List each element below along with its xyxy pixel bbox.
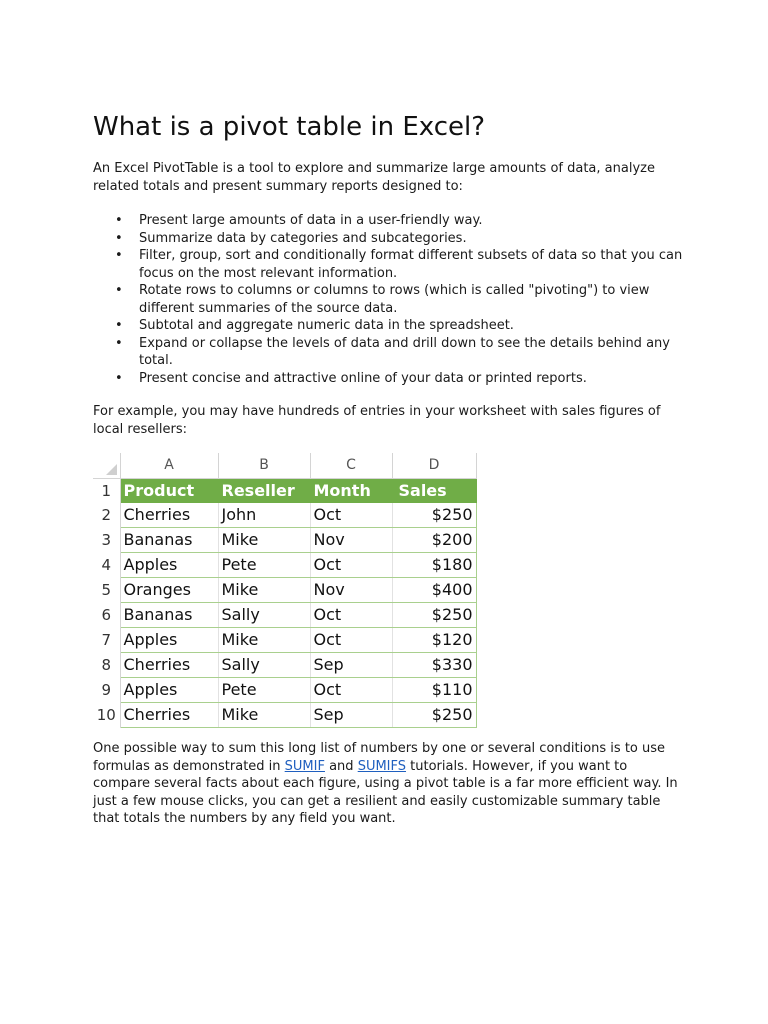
row-number: 6 xyxy=(93,602,120,627)
month-cell: Oct xyxy=(310,677,392,702)
list-item-text: Subtotal and aggregate numeric data in the spreadsheet. xyxy=(139,318,514,333)
bullet-icon: • xyxy=(115,230,123,246)
list-item-text: Present concise and attractive online of your data or printed reports. xyxy=(139,370,587,386)
header-cell: Sales xyxy=(392,478,476,503)
row-number: 7 xyxy=(93,627,120,652)
intro-paragraph: An Excel PivotTable is a tool to explore and summarize large amounts of data, analyze related totals and present summary reports designed to: xyxy=(93,161,655,194)
list-item-text: Rotate rows to columns or columns to rows (which is called "pivoting") to view different summaries of the source data. xyxy=(139,283,650,316)
select-all-corner xyxy=(93,453,120,478)
table-row xyxy=(93,627,476,652)
reseller-cell: Mike xyxy=(218,577,310,602)
list-item xyxy=(93,282,683,317)
bullet-icon: • xyxy=(115,248,123,263)
reseller-cell: Pete xyxy=(218,677,310,702)
header-cell: Reseller xyxy=(218,478,310,503)
table-row xyxy=(93,577,476,602)
column-letter: C xyxy=(310,453,392,478)
sales-cell: $180 xyxy=(392,552,476,577)
bullet-icon: • xyxy=(115,318,123,333)
product-cell: Cherries xyxy=(120,652,218,677)
header-cell: Month xyxy=(310,478,392,503)
table-row xyxy=(93,602,476,627)
month-cell: Oct xyxy=(310,602,392,627)
table-row xyxy=(93,527,476,552)
page-title: What is a pivot table in Excel? xyxy=(93,112,486,142)
reseller-cell: Sally xyxy=(218,652,310,677)
list-item xyxy=(93,317,683,335)
reseller-cell: Pete xyxy=(218,552,310,577)
product-cell: Apples xyxy=(120,627,218,652)
list-item-text: Present large amounts of data in a user-friendly way. xyxy=(139,213,483,228)
column-header-row xyxy=(93,453,476,478)
list-item xyxy=(93,230,683,248)
bullet-icon: • xyxy=(115,283,123,298)
list-item xyxy=(93,335,683,370)
bullet-icon: • xyxy=(115,370,123,386)
list-item-text: Expand or collapse the levels of data and drill down to see the details behind any total. xyxy=(139,335,670,368)
reseller-cell: Mike xyxy=(218,702,310,727)
closing-paragraph xyxy=(93,740,683,828)
closing-text-2: and xyxy=(324,758,358,774)
row-number: 3 xyxy=(93,527,120,552)
list-item xyxy=(93,247,683,282)
row-number: 1 xyxy=(93,478,120,503)
bullet-icon: • xyxy=(115,213,123,228)
row-number: 10 xyxy=(93,702,120,727)
reseller-cell: Mike xyxy=(218,627,310,652)
sales-cell: $200 xyxy=(392,527,476,552)
spreadsheet-image xyxy=(93,453,476,723)
row-number: 8 xyxy=(93,652,120,677)
column-letter: D xyxy=(392,453,476,478)
row-number: 4 xyxy=(93,552,120,577)
product-cell: Oranges xyxy=(120,577,218,602)
select-all-icon xyxy=(106,464,117,475)
list-item-text: Summarize data by categories and subcategories. xyxy=(139,230,467,246)
closing-text-3: tutorials. However, if you want to compare several facts about each figure, using a pivot table is a far more efficient way. In just a few mouse clicks, you can get a resilient and easily customizable summary table that totals the numbers by any field you want. xyxy=(93,758,678,826)
table-row xyxy=(93,552,476,577)
table-row xyxy=(93,702,476,727)
sales-cell: $250 xyxy=(392,702,476,727)
table-row xyxy=(93,503,476,528)
sumifs-link[interactable]: SUMIFS xyxy=(357,758,407,774)
closing-text-1: One possible way to sum this long list of numbers by one or several conditions is to use formulas as demonstrated in xyxy=(93,741,666,774)
sales-cell: $110 xyxy=(392,677,476,702)
column-letter: A xyxy=(120,453,218,478)
row-number: 9 xyxy=(93,677,120,702)
list-item-text: Filter, group, sort and conditionally format different subsets of data so that you can focus on the most relevant information. xyxy=(139,248,683,281)
table-row xyxy=(93,677,476,702)
list-item xyxy=(93,212,683,230)
month-cell: Sep xyxy=(310,652,392,677)
product-cell: Apples xyxy=(120,677,218,702)
reseller-cell: Mike xyxy=(218,527,310,552)
row-number: 5 xyxy=(93,577,120,602)
row-number: 2 xyxy=(93,503,120,528)
list-item xyxy=(93,370,683,388)
month-cell: Oct xyxy=(310,627,392,652)
product-cell: Cherries xyxy=(120,503,218,528)
sales-cell: $330 xyxy=(392,652,476,677)
sales-cell: $250 xyxy=(392,602,476,627)
product-cell: Bananas xyxy=(120,602,218,627)
sales-cell: $250 xyxy=(392,503,476,528)
product-cell: Apples xyxy=(120,552,218,577)
bullet-icon: • xyxy=(115,335,123,351)
header-cell: Product xyxy=(120,478,218,503)
month-cell: Nov xyxy=(310,527,392,552)
example-paragraph: For example, you may have hundreds of entries in your worksheet with sales figures of local resellers: xyxy=(93,404,661,437)
feature-list xyxy=(93,212,683,387)
sales-cell: $400 xyxy=(392,577,476,602)
reseller-cell: Sally xyxy=(218,602,310,627)
month-cell: Oct xyxy=(310,552,392,577)
month-cell: Oct xyxy=(310,503,392,528)
product-cell: Cherries xyxy=(120,702,218,727)
month-cell: Sep xyxy=(310,702,392,727)
month-cell: Nov xyxy=(310,577,392,602)
sumif-link[interactable]: SUMIF xyxy=(284,758,325,774)
table-header-row xyxy=(93,478,476,503)
reseller-cell: John xyxy=(218,503,310,528)
column-letter: B xyxy=(218,453,310,478)
sales-cell: $120 xyxy=(392,627,476,652)
table-row xyxy=(93,652,476,677)
spreadsheet-table xyxy=(93,453,477,728)
product-cell: Bananas xyxy=(120,527,218,552)
